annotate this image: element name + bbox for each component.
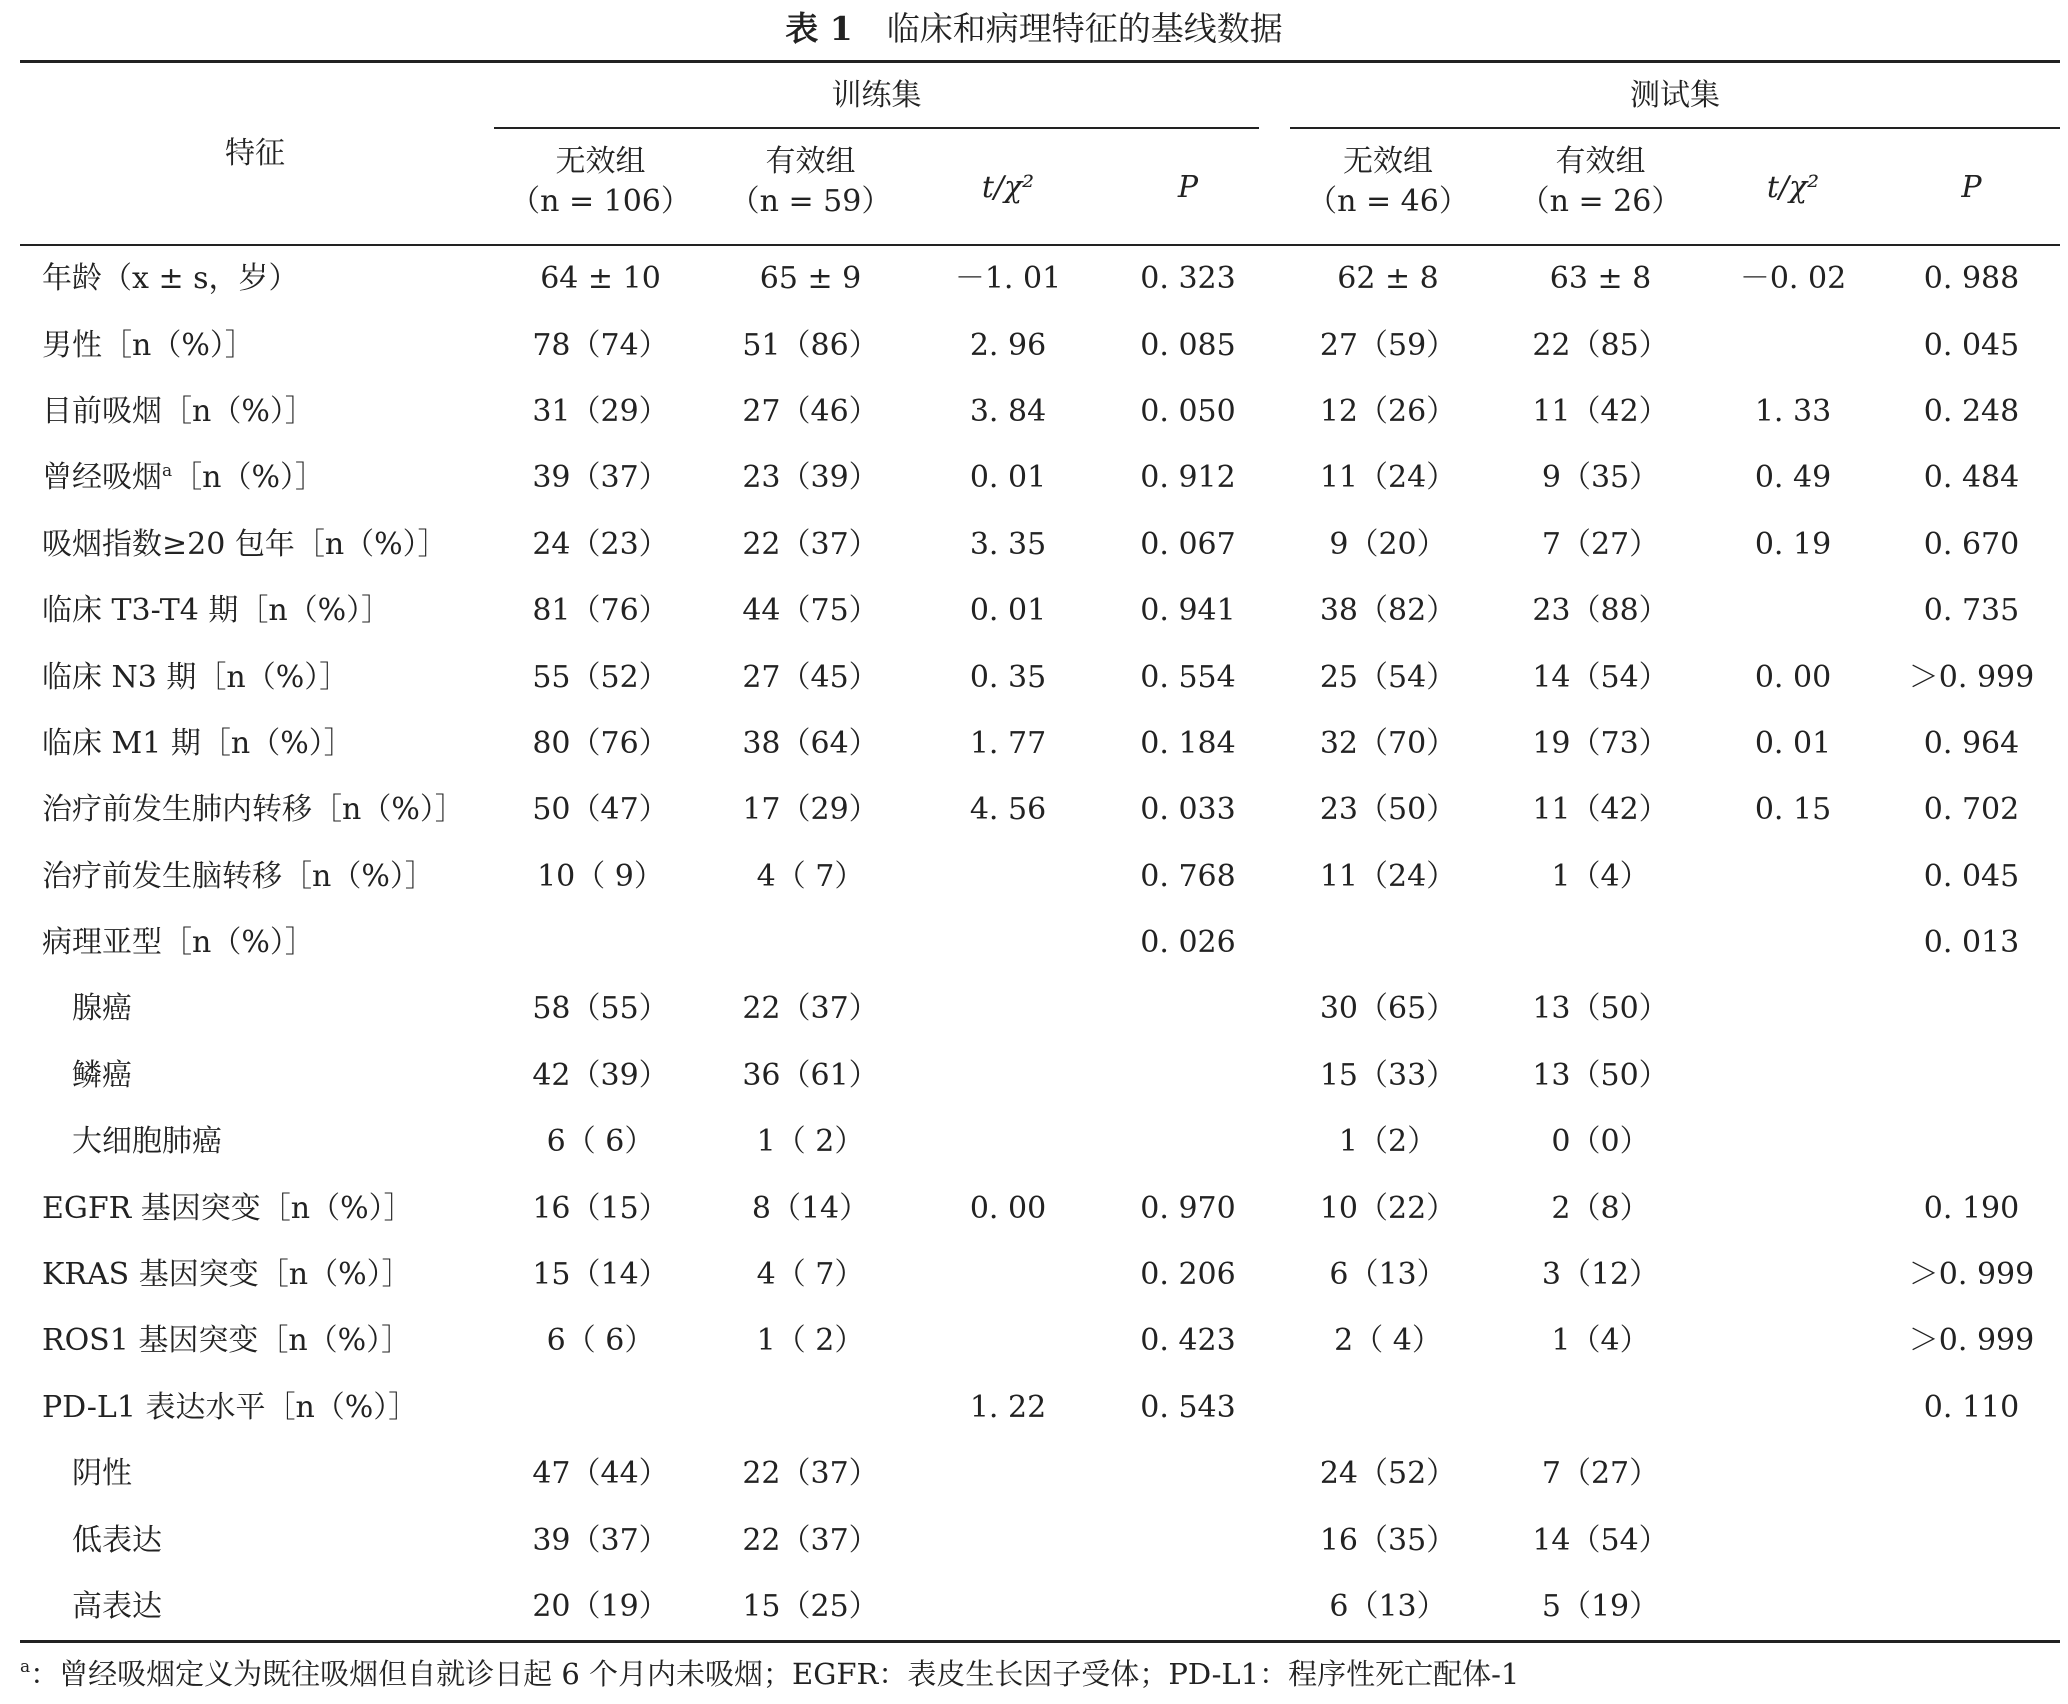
- footnote: [20, 1654, 1519, 1694]
- table-cell: 16（15）: [532, 1190, 669, 1226]
- table-cell: 0. 912: [1140, 460, 1236, 496]
- table-cell: 12（26）: [1319, 393, 1457, 429]
- table-cell: 1（4）: [1551, 1323, 1650, 1359]
- table-cell: 44（75）: [742, 593, 879, 629]
- table-cell: 62 ± 8: [1337, 261, 1439, 297]
- table-cell: [918, 844, 1098, 910]
- feature-text: 鳞癌: [72, 1057, 132, 1093]
- table-cell: 58（55）: [532, 991, 669, 1027]
- table-cell: 8（14）: [751, 1190, 870, 1226]
- row-feature-label: [20, 1441, 498, 1507]
- table-cell: [1703, 1507, 1883, 1573]
- feature-text: ROS1 基因突变［n（%）］: [42, 1323, 412, 1359]
- table-cell: 51（86）: [742, 327, 879, 363]
- table-cell: 6（ 6）: [546, 1323, 655, 1359]
- table-cell: 31（29）: [532, 393, 669, 429]
- row-feature-label: [20, 512, 498, 578]
- table-cell: 25（54）: [1319, 659, 1457, 695]
- table-cell: [918, 1109, 1098, 1175]
- table-cell: [1703, 1441, 1883, 1507]
- table-cell: 4（ 7）: [756, 858, 865, 894]
- table-cell: 0. 49: [1754, 460, 1832, 496]
- table-cell: [1703, 312, 1883, 378]
- table-cell: [918, 910, 1098, 976]
- table-cell: [1098, 1043, 1278, 1109]
- table-cell: [1883, 1109, 2060, 1175]
- table-cell: 39（37）: [532, 1522, 669, 1558]
- table-cell: 0. 543: [1140, 1389, 1236, 1425]
- footnote-text: ：曾经吸烟定义为既往吸烟但自就诊日起 6 个月内未吸烟；EGFR：表皮生长因子受体；PD-L1：程序性死亡配体-1: [30, 1657, 1520, 1691]
- table-cell: 0. 067: [1140, 526, 1236, 562]
- table-cell: [1278, 1375, 1498, 1441]
- row-feature-label: [20, 578, 498, 644]
- table-cell: 10（ 9）: [537, 858, 664, 894]
- feature-text: 年龄（x ± s，岁）: [42, 261, 299, 297]
- table-row: [20, 246, 2060, 312]
- table-cell: 1（2）: [1338, 1124, 1438, 1160]
- table-cell: 0. 013: [1923, 925, 2020, 961]
- row-feature-label: [20, 445, 498, 511]
- row-feature-label: [20, 1375, 498, 1441]
- table-cell: 19（73）: [1532, 725, 1669, 761]
- group-rule-test: [1290, 127, 2060, 129]
- table-cell: 27（45）: [742, 659, 879, 695]
- feature-text: 临床 M1 期［n（%）］: [42, 725, 354, 761]
- row-feature-label: [20, 976, 498, 1042]
- table-cell: [1703, 844, 1883, 910]
- table-cell: [1883, 1507, 2060, 1573]
- header-group-test: 测试集: [1630, 78, 1720, 113]
- column-header: [1278, 142, 1498, 222]
- table-cell: 15（33）: [1319, 1057, 1457, 1093]
- table-cell: [703, 1375, 918, 1441]
- row-feature-label: [20, 844, 498, 910]
- table-cell: 2（8）: [1551, 1190, 1650, 1226]
- feature-unit: ［n（%）］: [172, 460, 325, 496]
- table-cell: 11（42）: [1532, 393, 1669, 429]
- feature-text: 低表达: [72, 1522, 162, 1558]
- table-cell: 63 ± 8: [1549, 261, 1652, 297]
- footnote-mark: a: [20, 1657, 31, 1677]
- table-cell: [918, 1441, 1098, 1507]
- table-cell: 42（39）: [532, 1057, 669, 1093]
- footnote-marker: a: [162, 461, 173, 482]
- table-cell: 15（25）: [742, 1589, 879, 1624]
- column-header-name: 有效组: [1555, 144, 1646, 179]
- table-row: [20, 1574, 2060, 1640]
- row-feature-label: [20, 1507, 498, 1573]
- table-cell: [1098, 1109, 1278, 1175]
- bottom-rule: [20, 1640, 2060, 1643]
- table-cell: 22（37）: [742, 1522, 879, 1558]
- table-caption: [0, 6, 2068, 52]
- table-cell: 55（52）: [532, 659, 669, 695]
- column-header: t/χ²: [981, 170, 1035, 205]
- table-cell: 0. 35: [969, 659, 1047, 695]
- table-row: [20, 1109, 2060, 1175]
- table-cell: [1883, 976, 2060, 1042]
- table-cell: [1098, 1441, 1278, 1507]
- feature-text: EGFR 基因突变［n（%）］: [42, 1190, 414, 1226]
- table-cell: [918, 1574, 1098, 1640]
- table-cell: 6（ 6）: [546, 1124, 655, 1160]
- feature-text: 高表达: [72, 1589, 162, 1624]
- column-header: t/χ²: [1766, 170, 1820, 205]
- feature-text: 曾经吸烟: [42, 460, 162, 496]
- table-cell: 20（19）: [532, 1589, 669, 1624]
- feature-text: 目前吸烟［n（%）］: [42, 393, 315, 429]
- feature-text: 治疗前发生脑转移［n（%）］: [42, 858, 435, 894]
- table-cell: ＞0. 999: [1908, 1257, 2035, 1293]
- table-cell: 30（65）: [1319, 991, 1457, 1027]
- row-feature-label: [20, 379, 498, 445]
- table-cell: 27（46）: [742, 393, 879, 429]
- feature-text: KRAS 基因突变［n（%）］: [42, 1257, 412, 1293]
- table-cell: 22（37）: [742, 1456, 879, 1492]
- table-cell: [1703, 1574, 1883, 1640]
- feature-text: 治疗前发生肺内转移［n（%）］: [42, 792, 465, 828]
- table-row: [20, 711, 2060, 777]
- table-cell: 0. 964: [1923, 725, 2020, 761]
- table-cell: 6（13）: [1329, 1589, 1447, 1624]
- table-cell: 1. 33: [1754, 393, 1832, 429]
- table-cell: 5（19）: [1541, 1589, 1660, 1624]
- column-header-count: （n = 59）: [729, 184, 892, 219]
- table-cell: 0. 19: [1754, 526, 1832, 562]
- table-cell: 27（59）: [1319, 327, 1457, 363]
- row-feature-label: [20, 1574, 498, 1640]
- table-cell: 1（4）: [1551, 858, 1650, 894]
- table-cell: 11（42）: [1532, 792, 1669, 828]
- table-cell: 0. 085: [1140, 327, 1236, 363]
- feature-text: 临床 N3 期［n（%）］: [42, 659, 350, 695]
- table-cell: 14（54）: [1532, 659, 1669, 695]
- column-header: P: [1177, 170, 1199, 205]
- table-cell: 24（52）: [1319, 1456, 1457, 1492]
- table-cell: 0. 670: [1923, 526, 2020, 562]
- column-header-name: 无效组: [1343, 144, 1433, 179]
- table-cell: 10（22）: [1319, 1190, 1457, 1226]
- table-cell: 1. 77: [969, 725, 1047, 761]
- row-feature-label: [20, 644, 498, 710]
- table-cell: [918, 1308, 1098, 1374]
- row-feature-label: [20, 1242, 498, 1308]
- table-cell: 0. 702: [1923, 792, 2020, 828]
- group-rule-training: [494, 127, 1259, 129]
- table-cell: 0. 423: [1140, 1323, 1236, 1359]
- feature-text: 大细胞肺癌: [72, 1124, 222, 1160]
- table-cell: 80（76）: [532, 725, 669, 761]
- column-header: P: [1961, 170, 1982, 205]
- table-cell: 78（74）: [532, 327, 669, 363]
- table-cell: 9（35）: [1541, 460, 1660, 496]
- table-row: [20, 777, 2060, 843]
- table-cell: 0. 045: [1923, 858, 2020, 894]
- table-cell: 4. 56: [969, 792, 1047, 828]
- table-cell: 0. 248: [1923, 393, 2020, 429]
- table-cell: [1098, 1574, 1278, 1640]
- table-cell: 13（50）: [1532, 991, 1669, 1027]
- column-header: [703, 142, 918, 222]
- table-row: [20, 312, 2060, 378]
- table-cell: [1703, 910, 1883, 976]
- table-cell: 36（61）: [742, 1057, 879, 1093]
- table-cell: 0. 484: [1923, 460, 2020, 496]
- table-cell: 15（14）: [532, 1257, 669, 1293]
- table-cell: 3. 35: [969, 526, 1047, 562]
- table-cell: [1703, 1242, 1883, 1308]
- table-cell: 2. 96: [969, 327, 1047, 363]
- table-cell: 32（70）: [1319, 725, 1457, 761]
- column-header: [498, 142, 703, 222]
- table-cell: [1278, 910, 1498, 976]
- table-row: [20, 578, 2060, 644]
- row-feature-label: [20, 711, 498, 777]
- table-cell: 0. 970: [1140, 1190, 1236, 1226]
- table-row: [20, 644, 2060, 710]
- table-cell: 65 ± 9: [759, 261, 862, 297]
- feature-text: 病理亚型［n（%）］: [42, 925, 315, 961]
- header-group-training: 训练集: [831, 78, 922, 113]
- table-cell: 23（88）: [1532, 593, 1669, 629]
- table-cell: [1703, 1175, 1883, 1241]
- table-cell: 0. 01: [969, 460, 1047, 496]
- column-header-name: 无效组: [555, 144, 646, 179]
- feature-text: 男性［n（%）］: [42, 327, 255, 363]
- table-cell: 1. 22: [969, 1389, 1047, 1425]
- table-cell: 14（54）: [1532, 1522, 1669, 1558]
- table-cell: 0. 988: [1923, 261, 2020, 297]
- table-cell: [1703, 976, 1883, 1042]
- table-row: [20, 976, 2060, 1042]
- table-cell: 0. 735: [1923, 593, 2020, 629]
- table-cell: 22（85）: [1532, 327, 1669, 363]
- table-cell: [918, 1507, 1098, 1573]
- row-feature-label: [20, 777, 498, 843]
- table-row: [20, 1441, 2060, 1507]
- table-cell: 0. 01: [969, 593, 1047, 629]
- feature-text: 腺癌: [72, 991, 132, 1027]
- table-cell: 4（ 7）: [756, 1257, 865, 1293]
- table-title: 临床和病理特征的基线数据: [886, 9, 1283, 48]
- table-cell: 64 ± 10: [540, 261, 661, 297]
- table-cell: 24（23）: [532, 526, 669, 562]
- table-cell: [1883, 1574, 2060, 1640]
- table-cell: 0. 026: [1140, 925, 1236, 961]
- table-cell: [1883, 1043, 2060, 1109]
- table-cell: [1703, 578, 1883, 644]
- column-header-name: 有效组: [765, 144, 856, 179]
- table-cell: 11（24）: [1319, 858, 1457, 894]
- table-row: [20, 379, 2060, 445]
- table-cell: 7（27）: [1541, 526, 1660, 562]
- table-cell: 7（27）: [1541, 1456, 1660, 1492]
- table-row: [20, 1375, 2060, 1441]
- column-header-count: （n = 46）: [1307, 184, 1469, 219]
- table-cell: 22（37）: [742, 991, 879, 1027]
- row-feature-label: [20, 1308, 498, 1374]
- table-cell: [918, 1043, 1098, 1109]
- table-cell: 3. 84: [969, 393, 1047, 429]
- table-cell: ＞0. 999: [1908, 1323, 2035, 1359]
- table-cell: 38（82）: [1319, 593, 1457, 629]
- table-cell: 0. 206: [1140, 1257, 1236, 1293]
- table-cell: 13（50）: [1532, 1057, 1669, 1093]
- table-row: [20, 1507, 2060, 1573]
- row-feature-label: [20, 910, 498, 976]
- table-cell: 23（50）: [1319, 792, 1457, 828]
- table-cell: 0. 00: [1754, 659, 1832, 695]
- table-cell: 0. 15: [1754, 792, 1832, 828]
- row-feature-label: [20, 246, 498, 312]
- table-cell: [703, 910, 918, 976]
- top-rule: [20, 60, 2060, 63]
- table-cell: [918, 976, 1098, 1042]
- column-header-count: （n = 26）: [1519, 184, 1682, 219]
- table-row: [20, 1175, 2060, 1241]
- table-cell: 22（37）: [742, 526, 879, 562]
- table-cell: [1703, 1109, 1883, 1175]
- table-cell: 0. 941: [1140, 593, 1236, 629]
- table-cell: [498, 910, 703, 976]
- table-cell: 81（76）: [532, 593, 669, 629]
- table-cell: 0. 768: [1140, 858, 1236, 894]
- table-cell: 0. 190: [1923, 1190, 2020, 1226]
- table-cell: [1703, 1043, 1883, 1109]
- row-feature-label: [20, 312, 498, 378]
- table-row: [20, 445, 2060, 511]
- table-cell: －1. 01: [954, 261, 1062, 297]
- table-row: [20, 512, 2060, 578]
- table-cell: ＞0. 999: [1908, 659, 2035, 695]
- row-feature-label: [20, 1109, 498, 1175]
- row-feature-label: [20, 1043, 498, 1109]
- table-cell: [1883, 1441, 2060, 1507]
- table-cell: 0（0）: [1551, 1124, 1650, 1160]
- feature-text: PD-L1 表达水平［n（%）］: [42, 1389, 419, 1425]
- column-header-count: （n = 106）: [510, 184, 691, 219]
- table-cell: [1098, 976, 1278, 1042]
- table-row: [20, 910, 2060, 976]
- table-cell: [1703, 1375, 1883, 1441]
- header-feature: 特征: [225, 136, 285, 171]
- table-cell: 0. 554: [1140, 659, 1236, 695]
- feature-text: 阴性: [72, 1456, 132, 1492]
- table-cell: 0. 050: [1140, 393, 1236, 429]
- table-cell: 39（37）: [532, 460, 669, 496]
- table-cell: 23（39）: [742, 460, 879, 496]
- table-row: [20, 844, 2060, 910]
- table-cell: 1（ 2）: [756, 1323, 865, 1359]
- table-cell: 9（20）: [1329, 526, 1447, 562]
- table-cell: 6（13）: [1329, 1257, 1447, 1293]
- table-cell: 2（ 4）: [1334, 1323, 1442, 1359]
- table-cell: [918, 1242, 1098, 1308]
- table-cell: 17（29）: [742, 792, 879, 828]
- table-cell: [1498, 1375, 1703, 1441]
- table-row: [20, 1242, 2060, 1308]
- table-cell: 0. 045: [1923, 327, 2020, 363]
- table-cell: 3（12）: [1541, 1257, 1660, 1293]
- table-cell: 50（47）: [532, 792, 669, 828]
- table-row: [20, 1043, 2060, 1109]
- feature-text: 临床 T3-T4 期［n（%）］: [42, 593, 392, 629]
- table-cell: 0. 00: [969, 1190, 1047, 1226]
- table-cell: 16（35）: [1319, 1522, 1457, 1558]
- table-cell: －0. 02: [1739, 261, 1847, 297]
- table-body: [20, 246, 2060, 1640]
- table-cell: [1498, 910, 1703, 976]
- column-header: [1498, 142, 1703, 222]
- table-cell: 0. 01: [1754, 725, 1832, 761]
- table-cell: 0. 110: [1923, 1389, 2020, 1425]
- table-cell: [1703, 1308, 1883, 1374]
- table-cell: 1（ 2）: [756, 1124, 865, 1160]
- feature-text: 吸烟指数≥20 包年［n（%）］: [42, 526, 448, 562]
- table-cell: 0. 033: [1140, 792, 1236, 828]
- baseline-table: [20, 246, 2060, 1640]
- table-row: [20, 1308, 2060, 1374]
- table-cell: 0. 184: [1140, 725, 1236, 761]
- table-cell: [1098, 1507, 1278, 1573]
- table-number: 表 1: [785, 9, 853, 48]
- table-cell: 47（44）: [532, 1456, 669, 1492]
- table-cell: 38（64）: [742, 725, 879, 761]
- table-cell: 11（24）: [1319, 460, 1457, 496]
- table-cell: [498, 1375, 703, 1441]
- row-feature-label: [20, 1175, 498, 1241]
- table-cell: 0. 323: [1140, 261, 1236, 297]
